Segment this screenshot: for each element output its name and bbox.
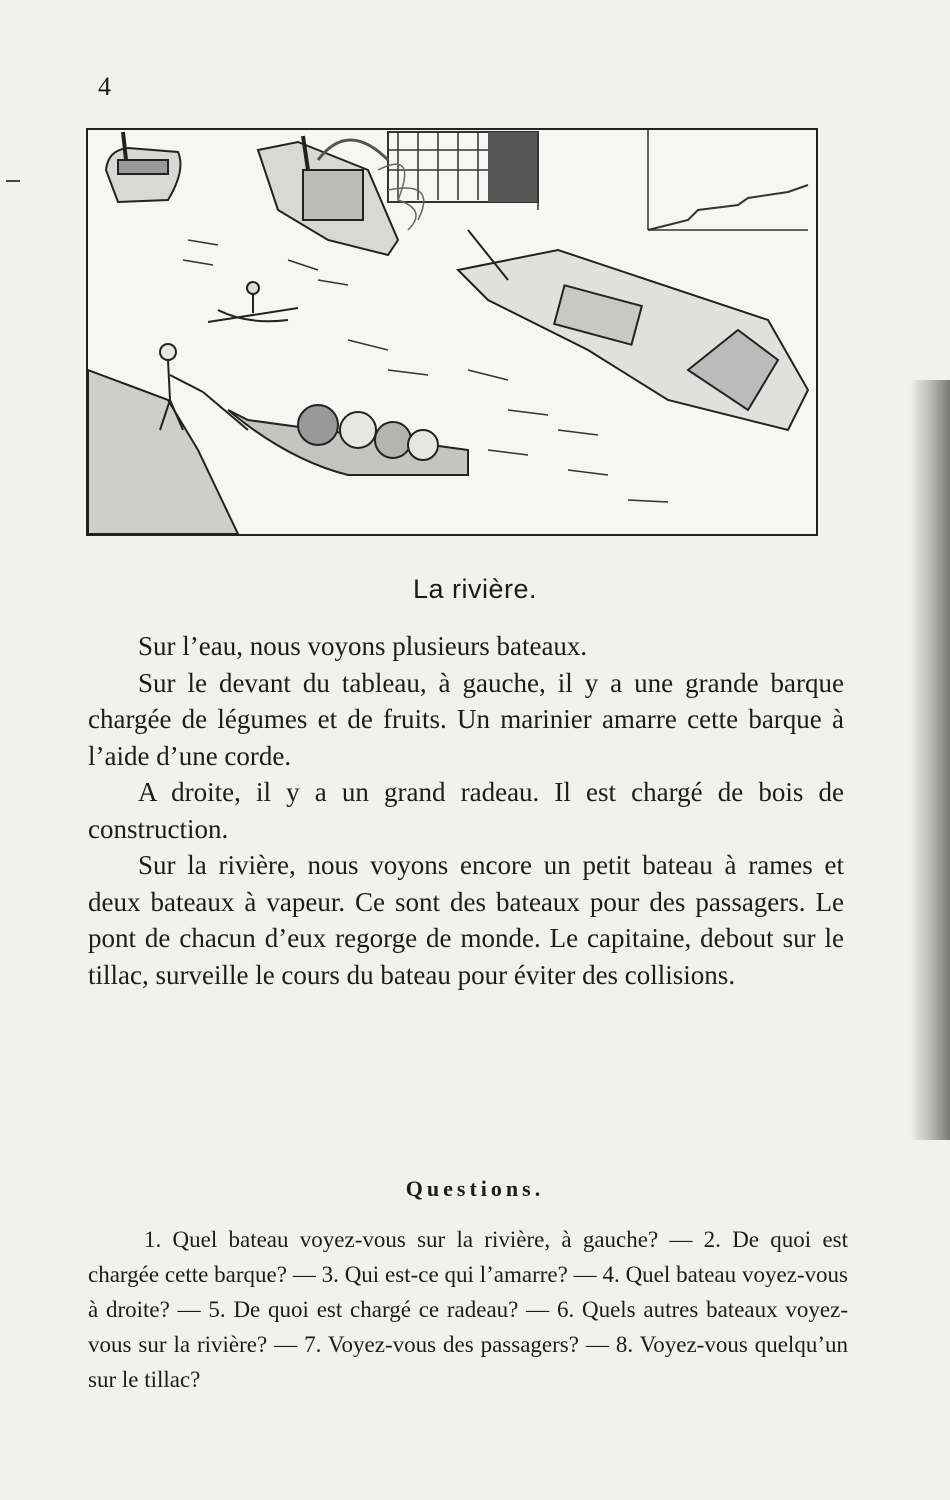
paragraph: Sur le devant du tableau, à gauche, il y a une grande barque chargée de légumes et de fruits. Un marinier amarre cette barque à l’aide d’une corde. [88,667,844,771]
river-illustration [86,128,818,536]
margin-mark [6,180,20,182]
page-stain [910,380,950,1140]
paragraph: Sur l’eau, nous voyons plusieurs bateaux. [138,631,588,661]
river-boats-engraving-icon [88,130,816,534]
questions-text: 1. Quel bateau voyez-vous sur la rivière, à gauche? — 2. De quoi est chargée cette barque? — 3. Qui est-ce qui l’amarre? — 4. Quel bateau voyez-vous à droite? — 5. De quoi est chargé ce radeau? — 6. Quels autres bateaux voyez-vous sur la rivière? — 7. Voyez-vous des passagers? — 8. Voyez-vous quelqu’un sur le tillac? [88,1227,848,1392]
paragraph: A droite, il y a un grand radeau. Il est chargé de bois de construction. [88,777,844,844]
page-number: 4 [98,72,111,101]
lesson-text [88,628,844,993]
questions-heading: Questions. [405,1176,545,1201]
paragraph: Sur la rivière, nous voyons encore un petit bateau à rames et deux bateaux à vapeur. Ce sont des bateaux pour des passagers. Le pont de chacun d’eux regorge de monde. Le capitaine, debout sur le tillac, surveille le cours du bateau pour éviter des collisions. [88,850,844,990]
lesson-title: La rivière. [412,574,538,604]
